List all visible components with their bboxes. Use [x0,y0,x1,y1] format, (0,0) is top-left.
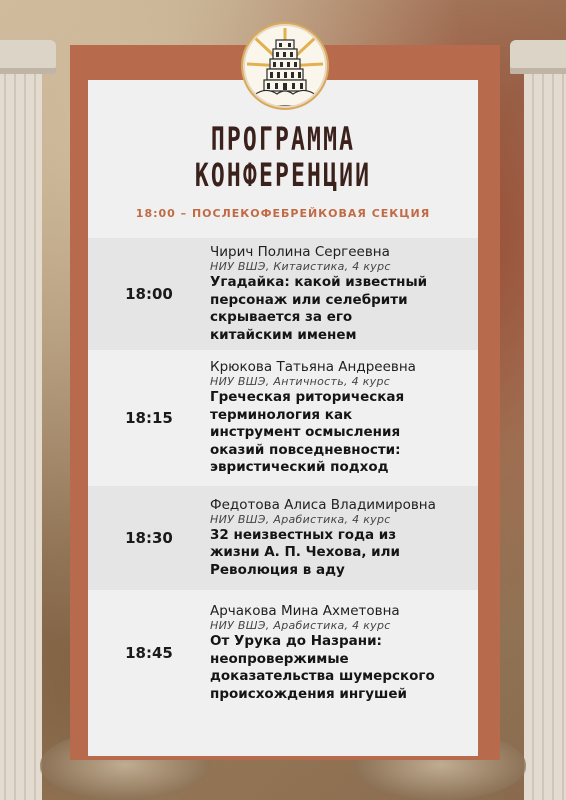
decorative-column-left [0,40,48,800]
talk-title-line: 32 неизвестных года из [210,526,397,543]
talk-row [88,590,478,716]
talk-row [88,486,478,590]
decorative-column-right [518,40,566,800]
talk-title-line: Угадайка: какой известный [210,274,428,290]
talk-title-line: жизни А. П. Чехова, или [210,544,400,561]
talk-row [88,350,478,486]
speaker-affiliation: НИУ ВШЭ, Античность, 4 курс [210,375,391,389]
talk-info [210,497,478,580]
talk-title-line: неопровержимые [210,650,349,667]
talk-title-line: Революция в аду [210,561,345,578]
talk-time: 18:00 [125,285,173,303]
section-heading: 18:00 – ПОСЛЕКОФЕБРЕЙКОВАЯ СЕКЦИЯ [135,207,431,220]
talk-title-line: китайским именем [210,326,357,343]
talk-info [210,359,478,477]
talk-time: 18:45 [125,644,173,662]
talk-title [210,527,470,580]
talk-title-line: происхождения ингушей [210,685,407,702]
talk-title-line: Греческая риторическая [210,389,405,406]
speaker-affiliation: НИУ ВШЭ, Китаистика, 4 курс [210,260,391,273]
talk-title-line: персонаж или селебрити [210,291,408,308]
talk-title-line: оказий повседневности: [210,441,401,458]
talk-row [88,238,478,350]
tower-of-babel-logo [243,24,327,108]
speaker-affiliation: НИУ ВШЭ, Арабистика, 4 курс [210,619,391,632]
talk-time: 18:30 [125,529,173,547]
talk-title-line: терминология как [210,406,353,423]
speaker-name: Чирич Полина Сергеевна [210,244,390,260]
talk-info [210,244,478,344]
talk-title-line: доказательства шумерского [210,668,435,684]
talk-title-line: От Урука до Назрани: [210,633,382,649]
page-title-line-1: ПРОГРАММА [210,120,356,158]
talk-title-line: инструмент осмысления [210,424,401,441]
talk-title-line: эвристический подход [210,459,389,476]
page-number: 3 [279,733,287,743]
page-title-line-2: КОНФЕРЕНЦИИ [194,156,372,194]
talk-title [210,633,470,703]
talk-time: 18:15 [125,409,173,427]
speaker-name: Федотова Алиса Владимировна [210,496,436,513]
speaker-affiliation: НИУ ВШЭ, Арабистика, 4 курс [210,512,391,526]
speaker-name: Крюкова Татьяна Андреевна [210,359,416,376]
talk-title-line: скрывается за его [210,309,353,325]
talk-title [210,389,470,477]
talk-title [210,274,470,344]
speaker-name: Арчакова Мина Ахметовна [210,603,400,619]
talk-info [210,603,478,703]
